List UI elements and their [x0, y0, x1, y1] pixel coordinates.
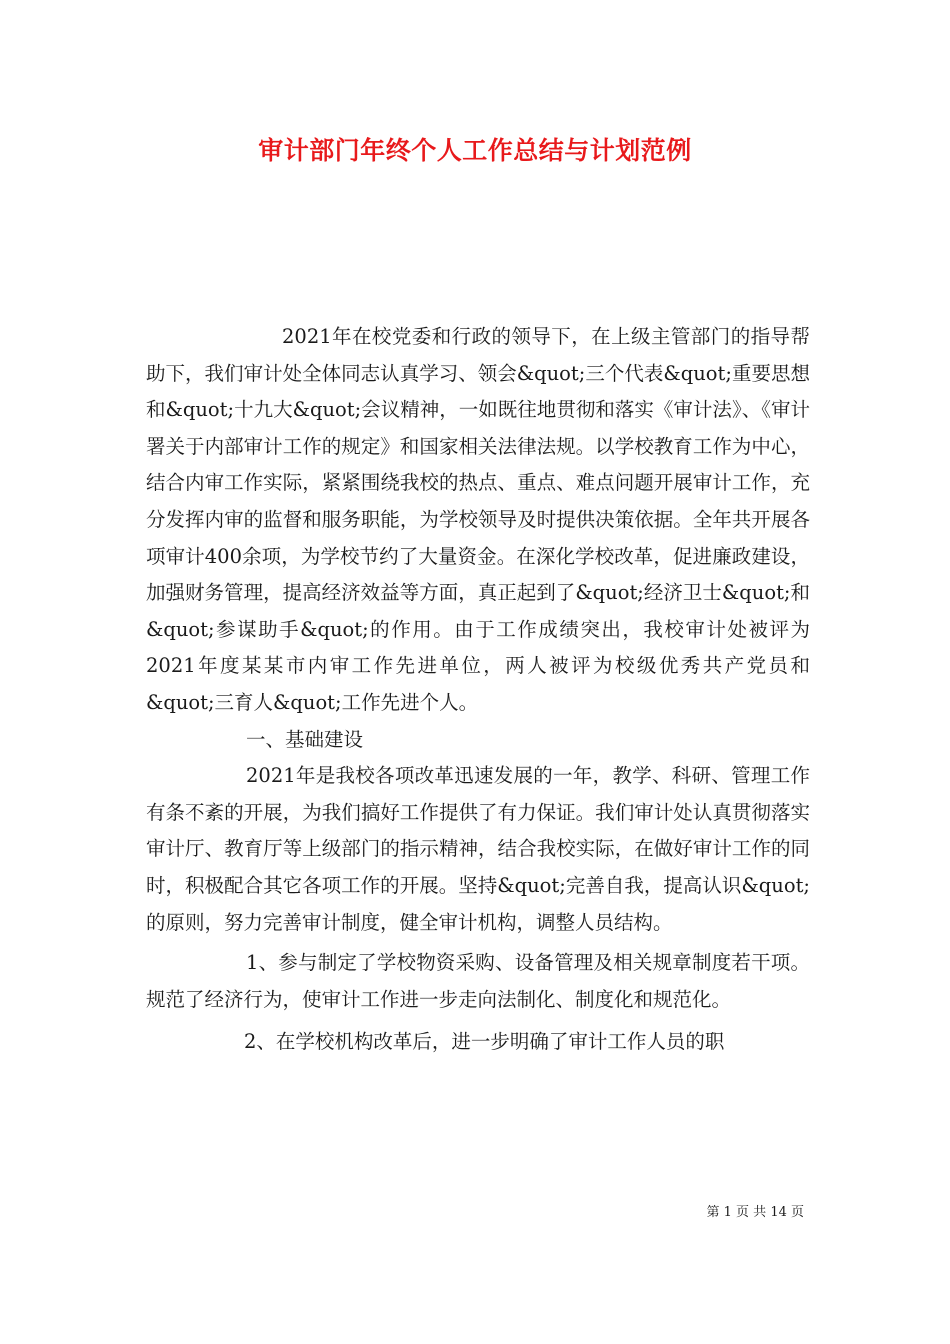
- paragraph-intro: 2021年在校党委和行政的领导下，在上级主管部门的指导帮助下，我们审计处全体同志认真学习、领会&quot;三个代表&quot;重要思想和&quot;十九大&quot;会议精神，一如既往地贯彻和落实《审计法》、《审计署关于内部审计工作的规定》和国家相关法律法规。以学校教育工作为中心，结合内审工作实际，紧紧围绕我校的热点、重点、难点问题开展审计工作，充分发挥内审的监督和服务职能，为学校领导及时提供决策依据。全年共开展各项审计400余项，为学校节约了大量资金。在深化学校改革，促进廉政建设，加强财务管理，提高经济效益等方面，真正起到了&quot;经济卫士&quot;和&quot;参谋助手&quot;的作用。由于工作成绩突出，我校审计处被评为2021年度某某市内审工作先进单位，两人被评为校级优秀共产党员和&quot;三育人&quot;工作先进个人。: [146, 325, 810, 714]
- section-heading-basic-construction: 一、基础建设: [246, 727, 364, 751]
- document-body: [146, 319, 810, 1061]
- paragraph-item-1: 1、参与制定了学校物资采购、设备管理及相关规章制度若干项。规范了经济行为，使审计工作进一步走向法制化、制度化和规范化。: [146, 951, 810, 1011]
- page-number: 第 1 页 共 14 页: [706, 1205, 804, 1220]
- document-title: 审计部门年终个人工作总结与计划范例: [258, 136, 692, 165]
- paragraph-basic-construction: 2021年是我校各项改革迅速发展的一年，教学、科研、管理工作有条不紊的开展，为我们搞好工作提供了有力保证。我们审计处认真贯彻落实审计厅、教育厅等上级部门的指示精神，结合我校实际，在做好审计工作的同时，积极配合其它各项工作的开展。坚持&quot;完善自我，提高认识&quot;的原则，努力完善审计制度，健全审计机构，调整人员结构。: [146, 764, 810, 934]
- paragraph-item-2: 2、在学校机构改革后，进一步明确了审计工作人员的职: [244, 1030, 725, 1054]
